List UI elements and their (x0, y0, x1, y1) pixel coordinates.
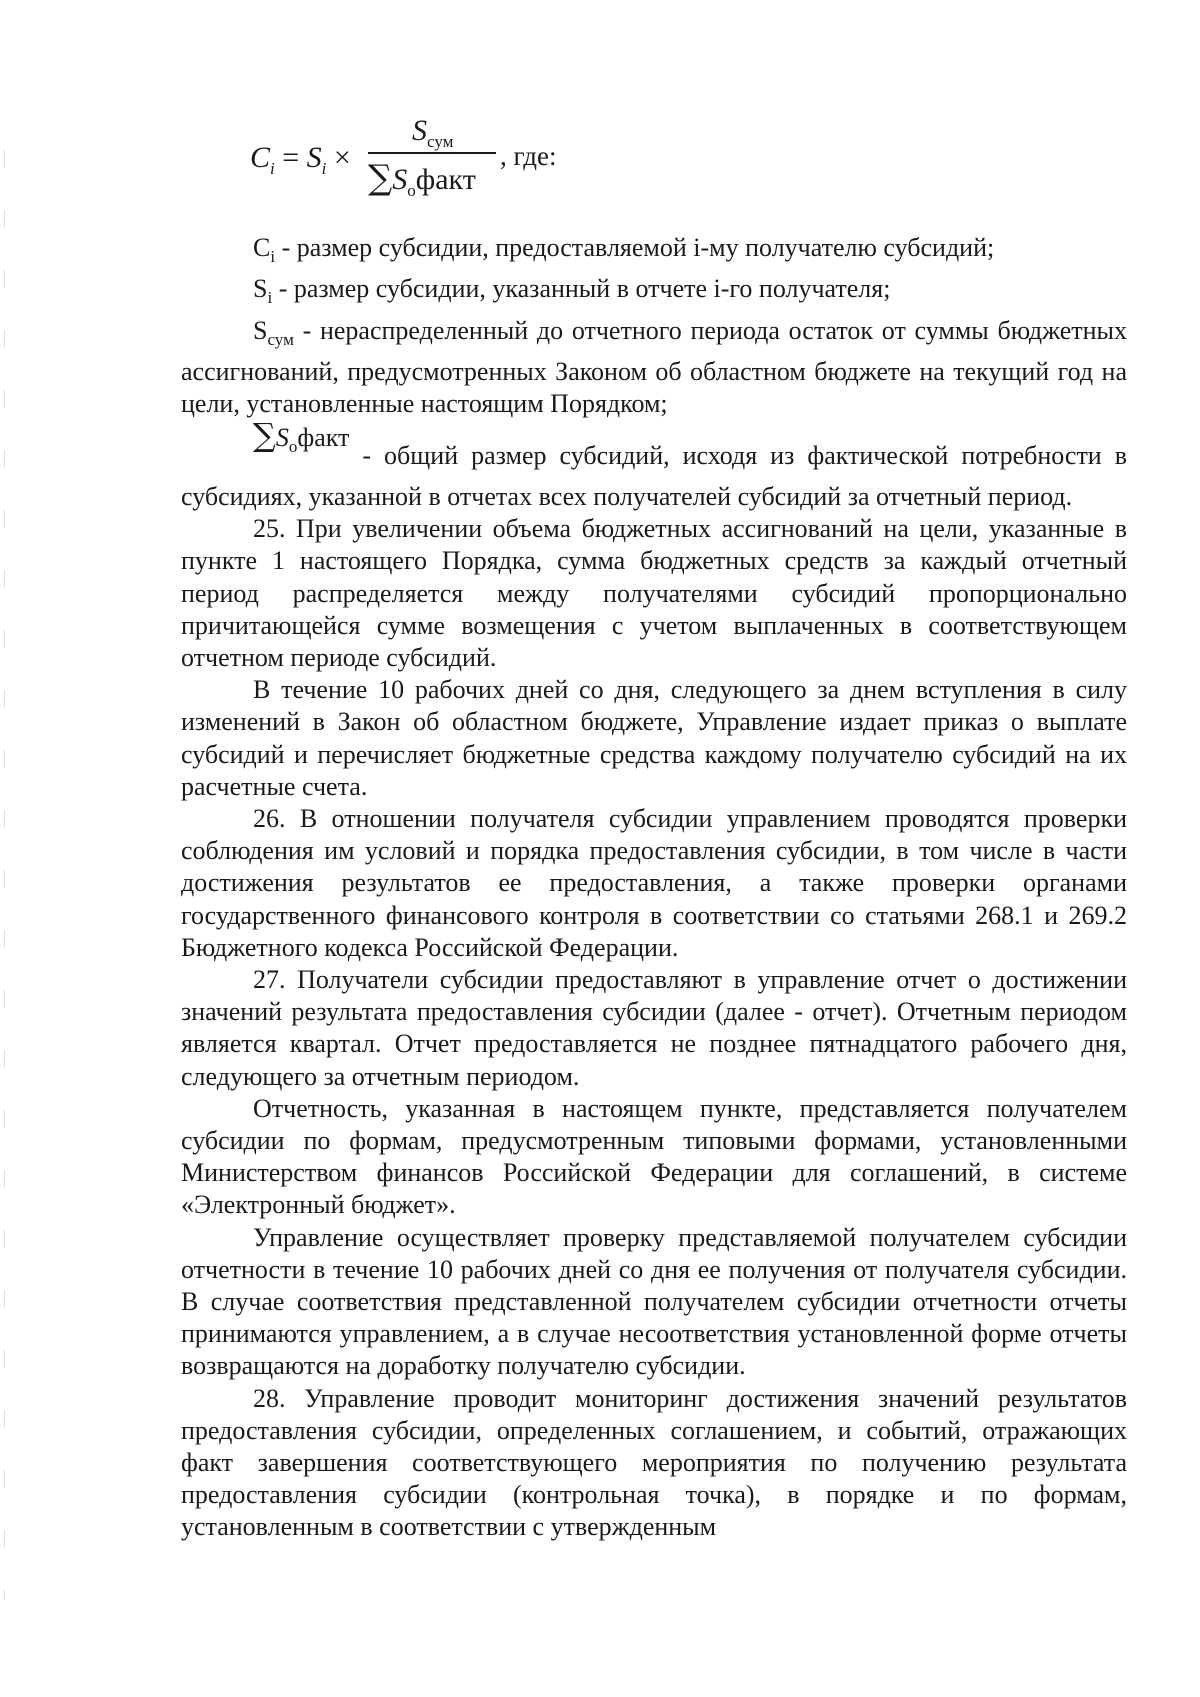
ci-symbol: C (253, 233, 271, 262)
ssum-text: - нераспределенный до отчетного периода остаток от суммы бюджетных ассигнований, предусмотренных Законом об областном бюджете на текущий год на цели, установленные настоящим Порядком; (181, 315, 1127, 419)
sum-s: S (275, 422, 289, 452)
formula-c-index: i (270, 159, 275, 178)
numerator-s: S (412, 114, 427, 147)
fraction-bar (368, 152, 496, 154)
formula-denominator (368, 158, 476, 201)
sum-fact-symbol (253, 415, 350, 463)
formula-c: C (250, 141, 271, 174)
paragraph-25-payment: В течение 10 рабочих дней со дня, следующего за днем вступления в силу изменений в Закон об областном бюджете, Управление издает приказ о выплате субсидий и перечисляет бюджетные средства каждому получателю субсидий на их расчетные счета. (181, 675, 1127, 801)
denominator-word: факт (415, 163, 476, 196)
sum-sub: о (288, 436, 298, 456)
formula-s: S (306, 141, 322, 174)
paragraph-25: 25. При увеличении объема бюджетных ассигнований на цели, указанные в пункте 1 настоящего Порядка, сумма бюджетных средств за каждый отчетный период распределяется между получателями субсидий пропорционально причитающейся сумме возмещения с учетом выплаченных в соответствующем отчетном периоде субсидий. (181, 514, 1127, 672)
ssum-sub: сум (267, 329, 294, 349)
formula-times: × (326, 141, 351, 174)
si-sub: i (267, 288, 273, 308)
scan-edge-artifact (4, 150, 5, 1600)
paragraph-27-review: Управление осуществляет проверку представляемой получателем субсидии отчетности в течение 10 рабочих дней со дня ее получения от получателя субсидии. В случае соответствия представленной получателем субсидии отчетности отчеты принимаются управлением, а в случае несоответствия установленной форме отчеты возвращаются на доработку получателю субсидии. (181, 1222, 1127, 1381)
ci-text: - размер субсидии, предоставляемой i-му получателю субсидий; (275, 233, 995, 262)
ci-sub: i (270, 247, 276, 267)
formula-fraction (368, 108, 496, 208)
paragraph-27: 27. Получатели субсидии предоставляют в управление отчет о достижении значений результата предоставления субсидии (далее - отчет). Отчетным периодом является квартал. Отчет предоставляется не позднее пятнадцатого рабочего дня, следующего за отчетным периодом. (181, 965, 1127, 1091)
ssum-symbol: S (253, 315, 268, 345)
denominator-sub: о (407, 181, 416, 200)
formula-lhs (250, 141, 351, 179)
formula-s-index: i (321, 159, 327, 178)
formula-where: , где: (500, 141, 557, 171)
subsidy-formula (250, 108, 670, 208)
numerator-sub: сум (427, 132, 454, 151)
def-ci (181, 232, 1127, 273)
paragraph-28: 28. Управление проводит мониторинг достижения значений результатов предоставления субсидии, определенных соглашением, и событий, отражающих факт завершения соответствующего мероприятия по получению результата предоставления субсидии (контрольная точка), в порядке и по формам, установленным в соответствии с утвержденным (181, 1383, 1127, 1542)
formula-equals: = (274, 141, 307, 174)
denominator-s: S (392, 163, 408, 196)
si-symbol: S (253, 274, 268, 304)
def-ssum (181, 315, 1127, 421)
def-sum-fact (181, 415, 1127, 514)
document-body (181, 232, 1127, 1544)
paragraph-27-reporting: Отчетность, указанная в настоящем пункте, представляется получателем субсидии по формам, предусмотренным типовыми формами, установленными Министерством финансов Российской Федерации для соглашений, в системе «Электронный бюджет». (181, 1093, 1127, 1220)
sum-sigma: ∑ (253, 415, 276, 454)
def-si (181, 273, 1127, 314)
formula-numerator (412, 114, 453, 152)
sum-fact-text: - общий размер субсидий, исходя из фактической потребности в субсидиях, указанной в отчетах всех получателей субсидий за отчетный период. (181, 440, 1127, 511)
sum-word: факт (297, 422, 350, 452)
si-text: - размер субсидии, указанный в отчете i-го получателя; (272, 274, 891, 304)
paragraph-26: 26. В отношении получателя субсидии управлением проводятся проверки соблюдения им условий и порядка предоставления субсидии, в том числе в части достижения результатов ее предоставления, а также проверки органами государственного финансового контроля в соответствии со статьями 268.1 и 269.2 Бюджетного кодекса Российской Федерации. (181, 804, 1127, 962)
sigma-symbol: ∑ (368, 158, 393, 198)
